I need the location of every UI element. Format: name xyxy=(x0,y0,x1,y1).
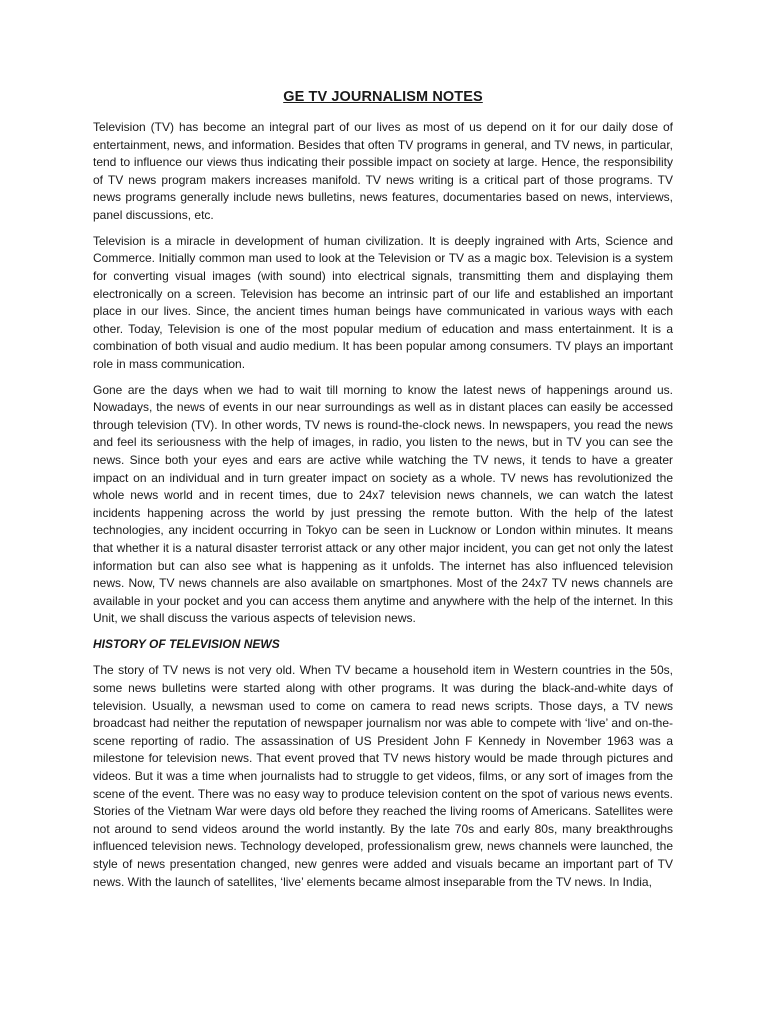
document-title: GE TV JOURNALISM NOTES xyxy=(283,89,483,105)
paragraph-miracle: Television is a miracle in development of human civilization. It is deeply ingrained with Arts, Science and Commerce. Initially common man used to look at the Television or TV as a magic box. Television is a system for converting visual images (with sound) into electrical signals, transmitting them and displaying them electronically on a screen. Television has become an intrinsic part of our life and established an important place in our lives. Since, the ancient times human beings have communicated in various ways with each other. Today, Television is one of the most popular medium of education and mass entertainment. It is a combination of both visual and audio medium. It has been popular among consumers. TV plays an important role in mass communication. xyxy=(93,233,673,371)
document-page xyxy=(93,88,673,899)
section-heading: HISTORY OF TELEVISION NEWS xyxy=(93,637,280,652)
paragraph-intro: Television (TV) has become an integral part of our lives as most of us depend on it for our daily dose of entertainment, news, and information. Besides that often TV programs in general, and TV news, in particular, tend to influence our views thus indicating their possible impact on society at large. Hence, the responsibility of TV news program makers increases manifold. TV news writing is a critical part of those programs. TV news programs generally include news bulletins, news features, documentaries based on news, interviews, panel discussions, etc. xyxy=(93,120,673,222)
paragraph-history: The story of TV news is not very old. When TV became a household item in Western countries in the 50s, some news bulletins were started along with other programs. It was during the black-and-white days of television. Usually, a newsman used to come on camera to read news scripts. Those days, a TV news broadcast had neither the reputation of newspaper journalism nor was able to compete with ‘live’ and on-the-scene reporting of radio. The assassination of US President John F Kennedy in November 1963 was a milestone for television news. That event proved that TV news history would be made through pictures and videos. But it was a time when journalists had to struggle to get videos, films, or any sort of images from the scene of the event. There was no easy way to produce television content on the spot of various news events. Stories of the Vietnam War were days old before they reached the living rooms of Americans. Satellites were not around to send videos around the world instantly. By the late 70s and early 80s, many breakthroughs influenced television news. Technology developed, professionalism grew, news channels were launched, the style of news presentation changed, new genres were added and visuals became an important part of TV news. With the launch of satellites, ‘live’ elements became almost inseparable from the TV news. In India, xyxy=(93,663,673,889)
paragraph-gone-are-the-days: Gone are the days when we had to wait till morning to know the latest news of happenings around us. Nowadays, the news of events in our near surroundings as well as in distant places can easily be accessed through television (TV). In other words, TV news is round-the-clock news. In newspapers, you read the news and feel its seriousness with the help of images, in radio, you listen to the news, but in TV you can see the news. Since both your eyes and ears are active while watching the TV news, it tends to have a greater impact on an individual and in turn greater impact on society as a whole. TV news has revolutionized the whole news world and in recent times, due to 24x7 television news channels, we can watch the latest incidents happening across the world by just pressing the remote button. With the help of the latest technologies, any incident occurring in Tokyo can be seen in Lucknow or London within minutes. It means that whether it is a natural disaster terrorist attack or any other major incident, you can get not only the latest information but can also see what is happening as it unfolds. The internet has also influenced television news. Now, TV news channels are also available on smartphones. Most of the 24x7 TV news channels are available in your pocket and you can access them anytime and anywhere with the help of the internet. In this Unit, we shall discuss the various aspects of television news. xyxy=(93,382,673,626)
